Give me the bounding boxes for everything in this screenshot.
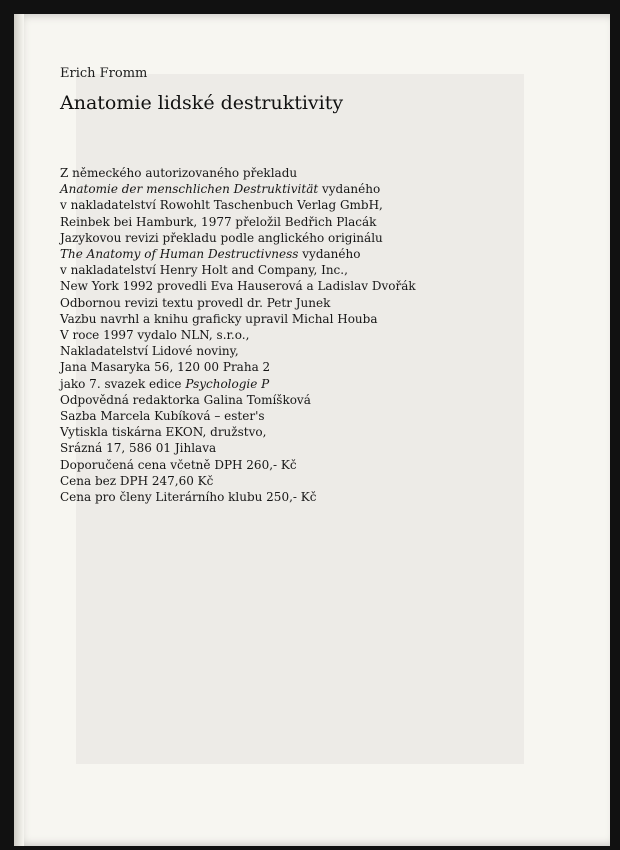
imprint-line: Cena bez DPH 247,60 Kč: [60, 473, 214, 488]
imprint-line: V roce 1997 vydalo NLN, s.r.o.,: [60, 328, 250, 343]
imprint-line: v nakladatelství Rowohlt Taschenbuch Verlag GmbH,: [60, 198, 383, 213]
imprint-line: Reinbek bei Hamburk, 1977 přeložil Bedřich Placák: [60, 214, 377, 229]
book-title: Anatomie lidské destruktivity: [60, 92, 344, 114]
imprint-line: Vytiskla tiskárna EKON, družstvo,: [60, 425, 267, 440]
imprint-line: Odpovědná redaktorka Galina Tomíšková: [60, 392, 311, 407]
imprint-line: jako 7. svazek edice Psychologie P: [60, 376, 270, 391]
imprint-line: New York 1992 provedli Eva Hauserová a Ladislav Dvořák: [60, 279, 416, 294]
imprint-line: Srázná 17, 586 01 Jihlava: [60, 441, 217, 456]
page-gutter-shadow: [14, 14, 24, 846]
book-page: [14, 14, 610, 846]
imprint-line: Nakladatelství Lidové noviny,: [60, 344, 239, 359]
imprint-line: Doporučená cena včetně DPH 260,- Kč: [60, 457, 297, 472]
imprint-line: Sazba Marcela Kubíková – ester's: [60, 409, 265, 424]
author-name: Erich Fromm: [60, 66, 148, 81]
imprint-line: Vazbu navrhl a knihu graficky upravil Michal Houba: [60, 311, 378, 326]
imprint-line: Z německého autorizovaného překladu: [60, 166, 298, 180]
imprint-line: The Anatomy of Human Destructivness vydaného: [60, 247, 361, 262]
imprint-line: Odbornou revizi textu provedl dr. Petr Junek: [60, 295, 331, 310]
imprint-block: [60, 165, 416, 505]
imprint-line: Jana Masaryka 56, 120 00 Praha 2: [60, 360, 271, 375]
imprint-line: Jazykovou revizi překladu podle anglického originálu: [60, 230, 383, 245]
imprint-line: v nakladatelství Henry Holt and Company, Inc.,: [60, 263, 348, 278]
imprint-line: Anatomie der menschlichen Destruktivität vydaného: [60, 182, 381, 197]
imprint-line: Cena pro členy Literárního klubu 250,- Kč: [60, 490, 317, 505]
